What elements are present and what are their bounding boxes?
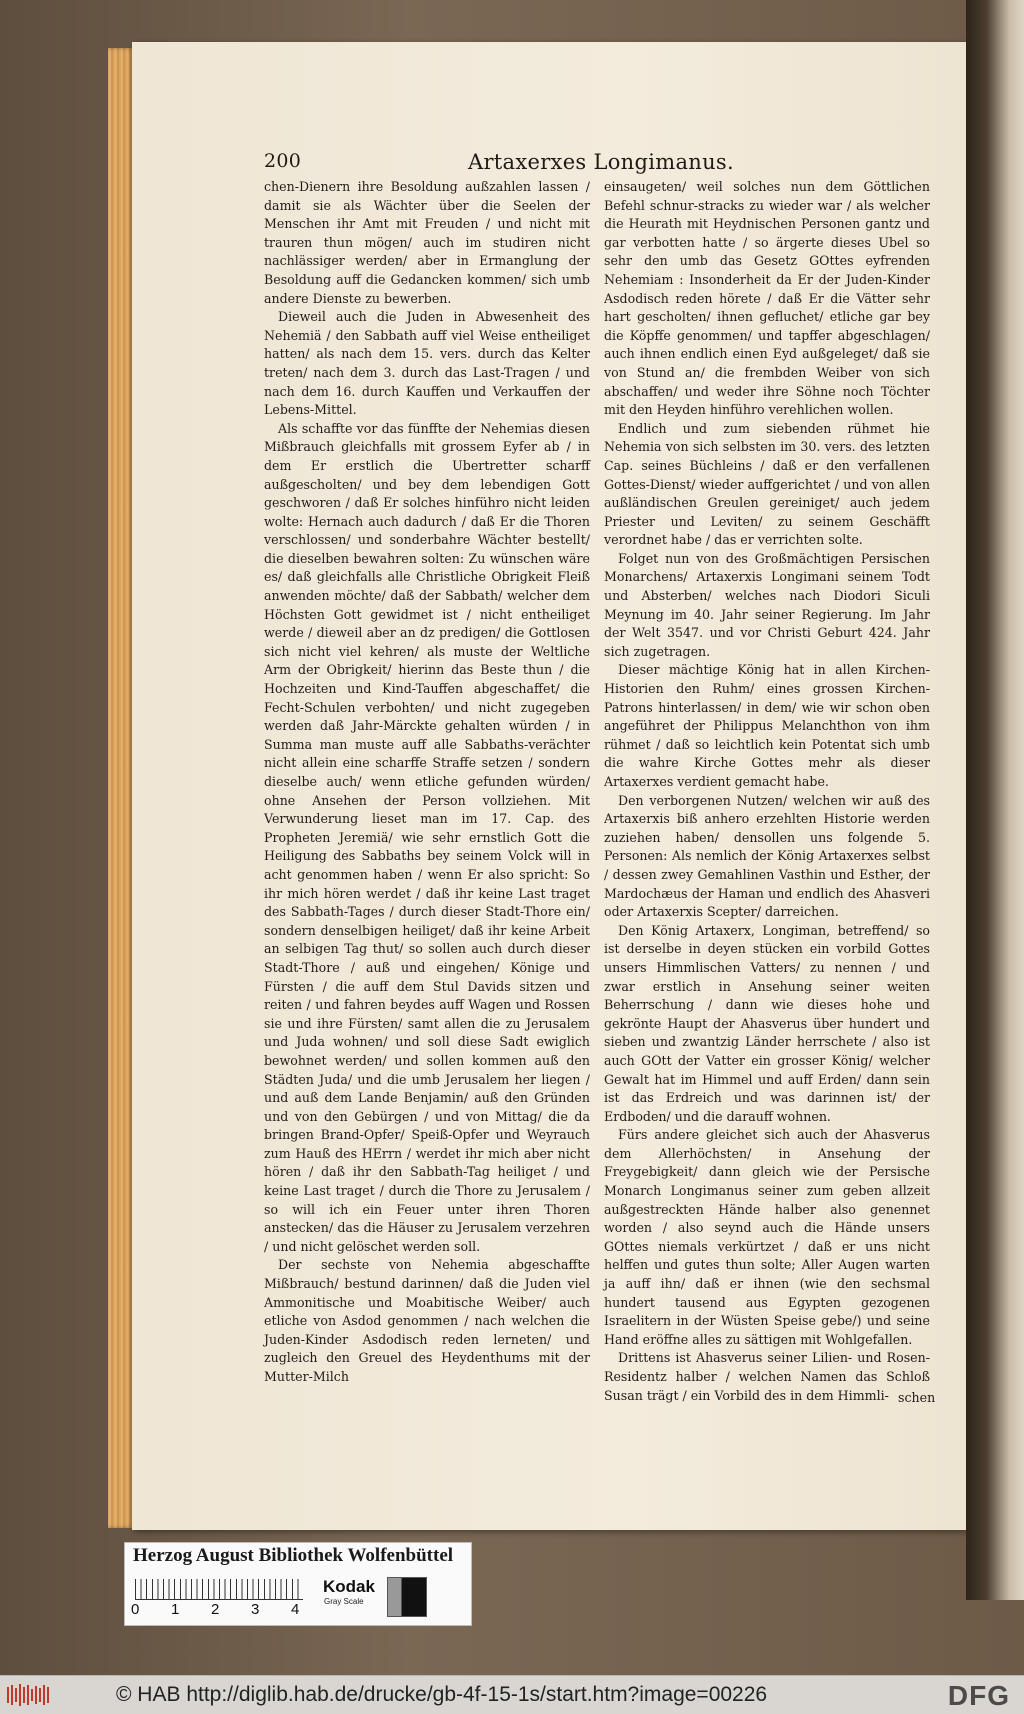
paragraph: Den König Artaxerx, Longiman, betreffend/ so ist derselbe in deyen stücken ein vorbild Gottes unsers Himmlischen Vatters/ zu nennen / und zwar erstlich in Ansehung seiner weiten Beherrschung / dann wie dieses hohe und gekrönte Haupt der Ahasverus über hundert und sieben und zwantzig Länder herrschete / also ist auch GOtt der Vatter ein grosser König/ welcher Gewalt hat im Himmel und auff Erden/ dann sein ist das Erdreich und was darinnen ist/ der Erdboden/ und die darauff wohnen. [604,922,930,1124]
catchword: schen [898,1390,936,1405]
institution-label: Herzog August Bibliothek Wolfenbüttel [133,1545,454,1566]
text-column-left [264,178,590,1388]
paragraph: Endlich und zum siebenden rühmet hie Nehemia von sich selbsten im 30. vers. des letzten Cap. seines Büchleins / daß er den verfallenen Gottes-Dienst/ wieder auffgerichtet / und von allen außländischen Greulen gereiniget/ auch jedem Priester und Leviten/ zu seinem Geschäfft verordnet habe / das er verrichten solte. [604,420,930,548]
paragraph: Den verborgenen Nutzen/ welchen wir auß des Artaxerxis biß anhero erzehlten Historie werden zuziehen haben/ densollen uns folgende 5. Personen: Als nemlich der König Artaxerxes selbst / dessen zwey Gemahlinen Vasthin und Esther, der Mardochæus der Haman und endlich des Ahasveri oder Artaxerxis Scepter/ darreichen. [604,792,930,920]
book-fore-edge [108,48,134,1528]
page-number: 200 [264,150,302,172]
footer-bar [0,1675,1024,1714]
running-title: Artaxerxes Longimanus. [467,150,734,174]
text-column-right [604,178,930,1403]
paragraph: Dieweil auch die Juden in Abwesenheit des Nehemiä / den Sabbath auff viel Weise entheiliget hatten/ als nach dem 15. vers. durch das Kelter treten/ nach dem 3. durch das Last-Tragen / und nach dem 16. durch Kauffen und Verkauffen der Lebens-Mittel. [264,309,590,418]
color-calibration-card [124,1542,472,1626]
paragraph: einsaugeten/ weil solches nun dem Göttlichen Befehl schnur-stracks zu wieder war / als welcher die Heurath mit Heydnischen Personen gantz und gar verbotten hatte / so ärgerte dieses Ubel so sehr den umb das Gesetz GOttes eyfrenden Nehemiam : Insonderheit da Er der Juden-Kinder Asdodisch reden hörete / daß Er die Vätter sehr hart gescholten/ ihnen gefluchet/ etliche gar bey die Köpffe genommen/ und tapffer abgeschlagen/ auch ihnen endlich einen Eyd außgeleget/ daß sie von Stund an/ die frembden Weiber von sich abschaffen/ und weder ihre Söhne noch Töchter mit den Heyden hinführo verehlichen wollen. [604,179,930,418]
paragraph: Der sechste von Nehemia abgeschaffte Mißbrauch/ bestund darinnen/ daß die Juden viel Ammonitische und Moabitische Weiber/ auch etliche von Asdod genommen / nach welchen die Juden-Kinder Asdodisch reden lerneten/ und zugleich den Greuel des Heydenthums mit der Mutter-Milch [264,1257,590,1384]
hab-logo-icon [6,1683,52,1707]
book-gutter [966,0,1024,1600]
gray-scale-label: Gray Scale [324,1597,364,1606]
ruler-number: 3 [251,1601,260,1618]
ruler-number: 1 [171,1601,180,1618]
ruler-number: 0 [131,1601,140,1618]
paragraph: chen-Dienern ihre Besoldung außzahlen lassen / damit sie als Wächter über die Seelen der Menschen ihr Amt mit Freuden / und nicht mit trauren thun mögen/ auch im studiren nicht nachlässiger werden/ aber in Ermanglung der Besoldung auff die Gedancken kommen/ sich umb andere Dienste zu bewerben. [264,179,590,306]
footer-credit-link[interactable]: © HAB http://diglib.hab.de/drucke/gb-4f-15-1s/start.htm?image=00226 [116,1683,768,1706]
gray-scale-patch [387,1577,427,1617]
kodak-brand: Kodak [323,1577,375,1596]
ruler-number: 2 [211,1601,220,1618]
paragraph: Dieser mächtige König hat in allen Kirchen-Historien den Ruhm/ eines grossen Kirchen-Patrons hinterlassen/ in dem/ wie wir schon oben angeführet der Philippus Melanchthon von ihm rühmet / daß so leichtlich kein Potentat sich umb die wahre Kirche Gottes mehr als dieser Artaxerxes verdient gemacht habe. [604,662,930,789]
ruler-number: 4 [291,1601,300,1618]
paragraph: Fürs andere gleichet sich auch der Ahasverus dem Allerhöchsten/ in Ansehung der Freygebigkeit/ dann gleich wie der Persische Monarch Longimanus seiner zum geben allzeit außgestreckten Hände halber also genennet worden / also seynd auch die Hände unsers GOttes niemals verkürtzet / daß er uns nicht helffen und gutes thun solte; Aller Augen warten ja auff ihn/ daß er ihnen (wie den sechsmal hundert tausend aus Egypten gezogenen Israelitern in der Wüsten Speise gebe/) und seine Hand eröffne alles zu sättigen mit Wohlgefallen. [604,1127,930,1347]
paragraph: Als schaffte vor das fünffte der Nehemias diesen Mißbrauch gleichfalls mit grossem Eyfer ab / in dem Er erstlich die Ubertretter scharff außgescholten/ und bey dem lebendigen Gott geschworen / daß Er solches hinführo nicht leiden wolte: Hernach auch dadurch / daß Er die Thoren verschlossen/ und sonderbahre Wächter bestellt/ die dieselben bewahren solten: Zu wünschen wäre es/ daß gleichfalls alle Christliche Obrigkeit Fleiß anwenden möchte/ daß der Sabbath/ welcher dem Höchsten Gott gewidmet ist / nicht entheiliget werde / dieweil aber an dz predigen/ die Gottlosen sich nicht viel kehren/ als muste der Weltliche Arm der Obrigkeit/ hierinn das Beste thun / die Hochzeiten und Kind-Tauffen abgeschaffet/ die Fecht-Schulen verbohten/ und nicht zugegeben werden daß Jahr-Märckte gehalten würden / in Summa man muste auff alle Sabbaths-verächter nicht allein eine scharffe Straffe setzen / sondern dieselbe auch/ wenn etliche gefunden würden/ ohne Ansehen der Person vollziehen. Mit Verwunderung lieset man im 17. Cap. des Propheten Jeremiä/ wie sehr ernstlich Gott die Heiligung des Sabbaths bey seinem Volck will in acht genommen haben / wenn Er also spricht: So ihr mich hören werdet / daß ihr keine Last traget des Sabbath-Tages / durch dieser Stadt-Thore ein/ sondern denselbigen heiliget/ daß ihr keine Arbeit an selbigen Tag thut/ so sollen auch durch dieser Stadt-Thore / auß und eingehen/ Könige und Fürsten / die auff dem Stul Davids sitzen und reiten / und fahren beydes auff Wagen und Rossen sie und ihre Fürsten/ samt allen die zu Jerusalem und Juda wohnen/ und soll diese Sadt ewiglich bewohnet werden/ und sollen kommen auß den Städten Juda/ und die umb Jerusalem her liegen / und auß dem Lande Benjamin/ auß den Gründen und von den Gebürgen / und von Mittag/ die da bringen Brand-Opfer/ Speiß-Opfer und Weyrauch zum Hauß des HErrn / werdet ihr mich aber nicht hören / daß ihr den Sabbath-Tag heiliget / und keine Last traget / durch die Thore zu Jerusalem / so will ich ein Feuer unter ihren Thoren anstecken/ das die Häuser zu Jerusalem verzehren / und nicht gelöschet werden soll. [264,420,590,1254]
paragraph: Drittens ist Ahasverus seiner Lilien- und Rosen-Residentz halber / welchen Namen das Schloß Susan trägt / ein Vorbild des in dem Himmli- [604,1350,930,1403]
dfg-logo: DFG [947,1680,1010,1711]
running-head [264,150,734,176]
scale-ruler [135,1579,303,1600]
paragraph: Folget nun von des Großmächtigen Persischen Monarchens/ Artaxerxis Longimani seinem Todt und Absterben/ welches nach Diodori Siculi Meynung im 40. Jahr seiner Regierung. Im Jahr der Welt 3547. und vor Christi Geburt 424. Jahr sich zugetragen. [604,550,930,659]
